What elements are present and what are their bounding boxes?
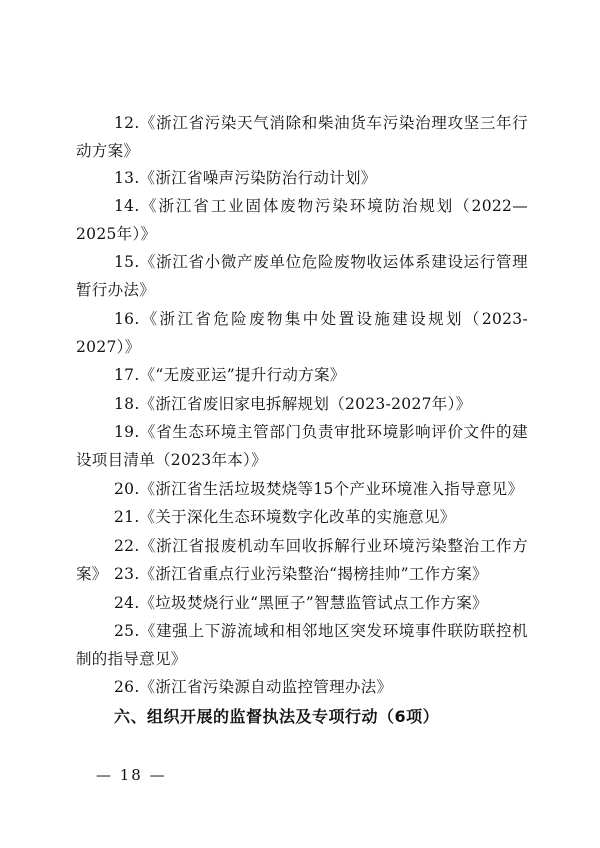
list-item-24: 24.《垃圾焚烧行业“黑匣子”智慧监管试点工作方案》 [114,594,488,612]
list-item-13: 13.《浙江省噪声污染防治行动计划》 [114,169,377,187]
list-item-25: 25.《建强上下游流域和相邻地区突发环境事件联防联控机制的指导意见》 [76,622,528,668]
list-item-21: 21.《关于深化生态环境数字化改革的实施意见》 [114,508,456,526]
list-item-20: 20.《浙江省生活垃圾焚烧等15个产业环境准入指导意见》 [114,480,524,498]
list-item-16: 16.《浙江省危险废物集中处置设施建设规划（2023-2027）》 [76,310,528,356]
list-item-23: 23.《浙江省重点行业污染整治“揭榜挂帅”工作方案》 [114,565,488,583]
list-item-26: 26.《浙江省污染源自动监控管理办法》 [114,678,393,696]
list-item-15: 15.《浙江省小微产废单位危险废物收运体系建设运行管理暂行办法》 [76,253,528,299]
list-item-12: 12.《浙江省污染天气消除和柴油货车污染治理攻坚三年行动方案》 [76,114,528,160]
list-item-14: 14.《浙江省工业固体废物污染环境防治规划（2022—2025年）》 [76,197,528,243]
page-number: — 18 — [96,766,167,784]
list-item-18: 18.《浙江省废旧家电拆解规划（2023-2027年）》 [114,395,472,413]
list-item-17: 17.《“无废亚运”提升行动方案》 [114,366,346,384]
list-item-19: 19.《省生态环境主管部门负责审批环境影响评价文件的建设项目清单（2023年本）》 [76,423,528,469]
section-heading: 六、组织开展的监督执法及专项行动（6项） [114,707,440,726]
list-item-22: 22.《浙江省报废机动车回收拆解行业环境污染整治工作方案》 [76,537,528,583]
